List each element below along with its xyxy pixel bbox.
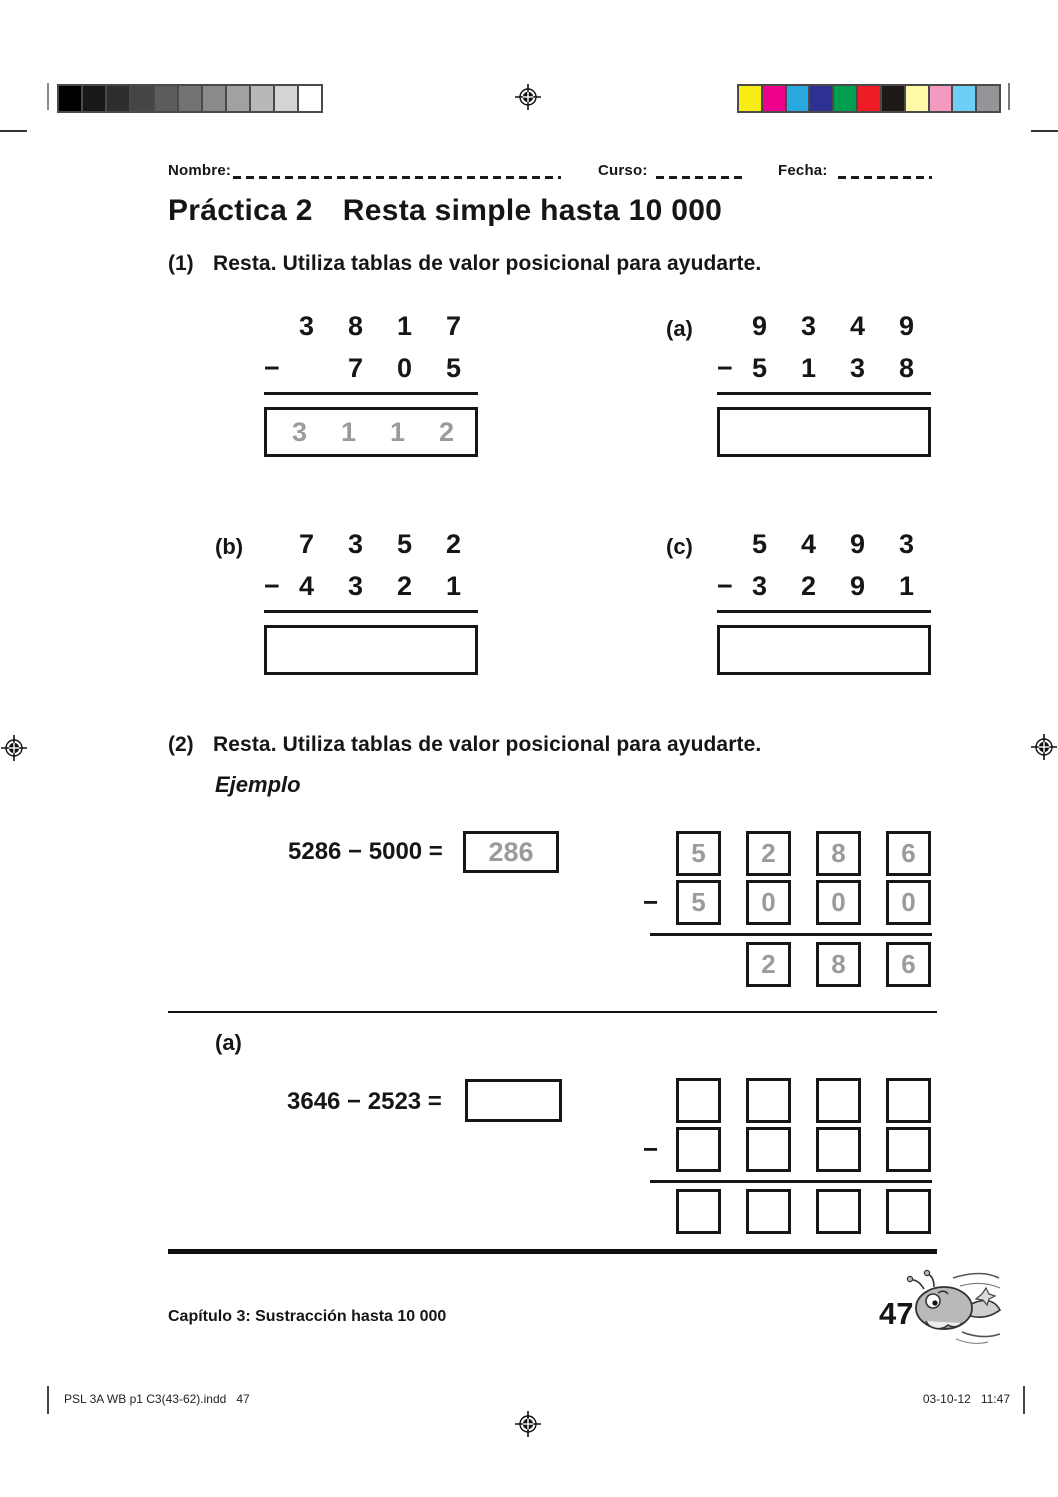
subtrahend-row: [717, 352, 931, 384]
q1-instruction: Resta. Utiliza tablas de valor posicional para ayudarte.: [213, 252, 762, 275]
minuend-row: [630, 1078, 956, 1123]
place-value-box: 2: [746, 831, 791, 876]
color-swatch: [953, 86, 975, 111]
place-value-box[interactable]: [676, 1127, 721, 1172]
answer-box[interactable]: [717, 407, 931, 457]
q2a-equation: 3646 − 2523 =: [287, 1088, 442, 1115]
minuend-row: [630, 831, 956, 876]
nombre-label: Nombre:: [168, 162, 232, 179]
minuend-row: [717, 310, 931, 342]
crop-tick: [1031, 130, 1058, 132]
place-value-box[interactable]: [886, 1127, 931, 1172]
imprint-datetime: 03-10-12 11:47: [922, 1392, 1010, 1406]
minus-sign: −: [264, 352, 280, 383]
page-title: [168, 194, 722, 228]
color-swatch: [977, 86, 999, 111]
color-swatch: [739, 86, 761, 111]
digit-cell: 5: [751, 528, 768, 559]
digit-cell: 5: [396, 528, 413, 559]
color-calibration-strip: [737, 84, 1001, 113]
digit-cell: 8: [347, 310, 364, 341]
digit-cell: 3: [347, 528, 364, 559]
color-swatch: [882, 86, 904, 111]
grayscale-calibration-strip: [57, 84, 323, 113]
place-value-box: 8: [816, 831, 861, 876]
answer-box[interactable]: [717, 625, 931, 675]
mascot-illustration: [898, 1268, 1006, 1348]
minuend-row: [264, 528, 478, 560]
chapter-footer: Capítulo 3: Sustracción hasta 10 000: [168, 1308, 447, 1325]
place-value-box[interactable]: [746, 1127, 791, 1172]
digit-cell: 5: [751, 352, 768, 383]
color-swatch: [155, 86, 177, 111]
color-swatch: [930, 86, 952, 111]
color-swatch: [227, 86, 249, 111]
place-value-box: 8: [816, 942, 861, 987]
minus-sign: −: [643, 887, 659, 917]
subtraction-problem-a: [717, 310, 931, 457]
place-value-box: 0: [886, 880, 931, 925]
place-value-box[interactable]: [816, 1078, 861, 1123]
subtraction-problem-example: [264, 310, 478, 457]
color-swatch: [906, 86, 928, 111]
place-value-box[interactable]: [886, 1078, 931, 1123]
place-value-box: 0: [816, 880, 861, 925]
digit-cell: 9: [849, 528, 866, 559]
section-divider: [168, 1011, 937, 1013]
minus-sign: −: [717, 352, 733, 383]
color-swatch: [131, 86, 153, 111]
subtrahend-row: [264, 570, 478, 602]
q2a-answer-box[interactable]: [465, 1079, 562, 1122]
crop-tick: [0, 130, 27, 132]
place-value-box[interactable]: [816, 1127, 861, 1172]
color-swatch: [810, 86, 832, 111]
equals-line: [650, 1180, 932, 1183]
color-swatch: [203, 86, 225, 111]
digit-cell: 2: [445, 528, 462, 559]
digit-cell: 0: [396, 352, 413, 383]
nombre-field[interactable]: [233, 176, 561, 179]
example-answer-box: [463, 831, 559, 873]
digit-cell: 4: [800, 528, 817, 559]
problem-a-label: (a): [666, 316, 693, 341]
fecha-field[interactable]: [838, 176, 932, 179]
place-value-box[interactable]: [676, 1189, 721, 1234]
color-swatch: [83, 86, 105, 111]
minus-sign: −: [264, 570, 280, 601]
page-bottom-rule: [168, 1249, 937, 1254]
answer-box: [264, 407, 478, 457]
result-row: [676, 1189, 956, 1234]
digit-cell: 9: [849, 570, 866, 601]
subtrahend-row: [264, 352, 478, 384]
place-value-box: 6: [886, 942, 931, 987]
equals-line: [264, 392, 478, 395]
registration-mark-icon: [515, 1411, 541, 1437]
place-value-box[interactable]: [746, 1189, 791, 1234]
color-swatch: [107, 86, 129, 111]
digit-cell: 2: [396, 570, 413, 601]
color-swatch: [834, 86, 856, 111]
registration-mark-icon: [515, 84, 541, 110]
digit-cell: 3: [298, 310, 315, 341]
color-swatch: [299, 86, 321, 111]
subtrahend-row: [630, 880, 956, 925]
digit-cell: 4: [849, 310, 866, 341]
place-value-box[interactable]: [816, 1189, 861, 1234]
minuend-row: [717, 528, 931, 560]
color-swatch: [179, 86, 201, 111]
subtraction-problem-b: [264, 528, 478, 675]
digit-cell: 2: [800, 570, 817, 601]
subtrahend-row: [717, 570, 931, 602]
digit-cell: 8: [898, 352, 915, 383]
digit-cell: 3: [849, 352, 866, 383]
digit-cell: 7: [347, 352, 364, 383]
equals-line: [717, 610, 931, 613]
practice-number: Práctica 2: [168, 194, 313, 227]
digit-cell: 1: [800, 352, 817, 383]
digit-cell: 9: [751, 310, 768, 341]
place-value-box: 5: [676, 831, 721, 876]
equals-line: [650, 933, 932, 936]
digit-cell: 7: [298, 528, 315, 559]
place-value-box[interactable]: [746, 1078, 791, 1123]
example-place-value-grid: [630, 831, 956, 987]
color-swatch: [787, 86, 809, 111]
color-swatch: [763, 86, 785, 111]
minus-sign: −: [643, 1134, 659, 1164]
answer-digit: 3: [291, 416, 308, 447]
practice-name: Resta simple hasta 10 000: [342, 194, 723, 227]
digit-cell: 3: [751, 570, 768, 601]
digit-cell: 9: [898, 310, 915, 341]
digit-cell: 1: [445, 570, 462, 601]
problem-b-label: (b): [215, 534, 244, 559]
registration-mark-icon: [1031, 734, 1057, 760]
place-value-box[interactable]: [676, 1078, 721, 1123]
crop-tick: [1023, 1386, 1025, 1414]
crop-tick: [47, 83, 49, 110]
digit-cell: 3: [898, 528, 915, 559]
place-value-box: 6: [886, 831, 931, 876]
crop-tick: [47, 1386, 49, 1414]
answer-digit: 1: [389, 416, 406, 447]
q2-number: (2): [168, 733, 194, 756]
example-label: Ejemplo: [215, 772, 301, 797]
digit-cell: 3: [347, 570, 364, 601]
color-swatch: [275, 86, 297, 111]
answer-box[interactable]: [264, 625, 478, 675]
color-swatch: [858, 86, 880, 111]
registration-mark-icon: [1, 735, 27, 761]
place-value-box: 5: [676, 880, 721, 925]
place-value-box: 0: [746, 880, 791, 925]
page-number: 47: [879, 1296, 914, 1331]
equals-line: [264, 610, 478, 613]
q2-instruction: Resta. Utiliza tablas de valor posicional para ayudarte.: [213, 733, 762, 756]
color-swatch: [59, 86, 81, 111]
answer-digit: 2: [438, 416, 455, 447]
digit-cell: 4: [298, 570, 315, 601]
fecha-label: Fecha:: [778, 162, 828, 179]
imprint-filename: PSL 3A WB p1 C3(43-62).indd 47: [64, 1392, 250, 1406]
digit-cell: 1: [396, 310, 413, 341]
example-equation: 5286 − 5000 =: [288, 838, 443, 865]
q2a-label: (a): [215, 1030, 242, 1055]
q1-number: (1): [168, 252, 194, 275]
digit-cell: 3: [800, 310, 817, 341]
curso-field[interactable]: [656, 176, 744, 179]
subtrahend-row: [630, 1127, 956, 1172]
minuend-row: [264, 310, 478, 342]
problem-c-label: (c): [666, 534, 693, 559]
answer-digit: 1: [340, 416, 357, 447]
curso-label: Curso:: [598, 162, 648, 179]
minus-sign: −: [717, 570, 733, 601]
color-swatch: [251, 86, 273, 111]
digit-cell: 1: [898, 570, 915, 601]
q2a-place-value-grid: [630, 1078, 956, 1234]
subtraction-problem-c: [717, 528, 931, 675]
digit-cell: 7: [445, 310, 462, 341]
place-value-box: 2: [746, 942, 791, 987]
result-row: [746, 942, 956, 987]
crop-tick: [1008, 83, 1010, 110]
equals-line: [717, 392, 931, 395]
example-answer: 286: [488, 836, 534, 867]
place-value-box[interactable]: [886, 1189, 931, 1234]
digit-cell: 5: [445, 352, 462, 383]
